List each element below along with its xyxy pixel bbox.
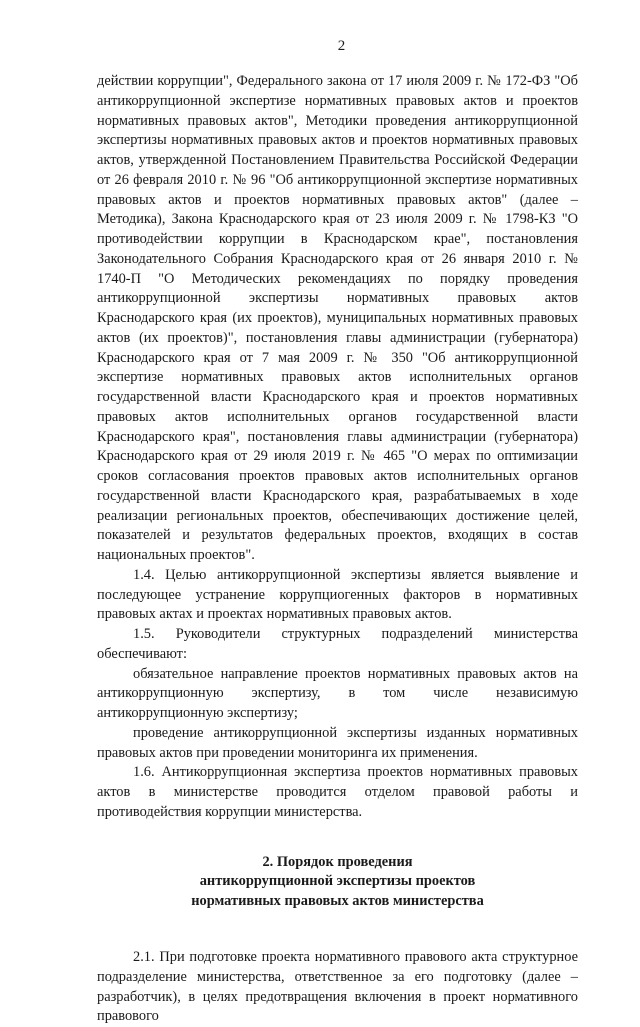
document-body [97, 72, 578, 1027]
section-heading-line-1: 2. Порядок проведения [262, 853, 413, 870]
paragraph-1-6: 1.6. Антикоррупционная экспертиза проектов нормативных правовых актов в министерстве проводится отделом правовой работы и противодействия коррупции министерства. [97, 764, 578, 820]
section-heading-line-2: антикоррупционной экспертизы проектов [199, 873, 476, 889]
section-heading-line-3: нормативных правовых актов министерства [191, 892, 484, 909]
paragraph-1-5-item-2: проведение антикоррупционной экспертизы изданных нормативных правовых актов при проведении мониторинга их применения. [97, 724, 578, 761]
paragraph-1-5: 1.5. Руководители структурных подразделений министерства обеспечивают: [97, 626, 578, 662]
paragraph-1-4: 1.4. Целью антикоррупционной экспертизы является выявление и последующее устранение коррупциогенных факторов в нормативных правовых актах и проектах нормативных правовых актов. [97, 566, 578, 623]
section-heading [97, 853, 578, 912]
paragraph-1-5-item-1: обязательное направление проектов нормативных правовых актов на антикоррупционную экспертизу, в том числе независимую антикоррупционную экспертизу; [97, 665, 578, 721]
page-number: 2 [337, 38, 346, 54]
paragraph-legal-basis: действии коррупции", Федерального закона от 17 июля 2009 г. № 172-ФЗ "Об антикоррупционной экспертизе нормативных правовых актов и проектов нормативных правовых актов", Методики проведения антикоррупционной экспертизы нормативных правовых актов и проектов нормативных правовых актов, утвержденной Постановлением Правительства Российской Федерации от 26 февраля 2010 г. № 96 "Об антикоррупционной экспертизе нормативных правовых актов и проектов нормативных правовых актов" (далее – Методика), Закона Краснодарского края от 23 июля 2009 г. № 1798-КЗ "О противодействии коррупции в Краснодарском крае", постановления Законодательного Собрания Краснодарского края от 26 января 2010 г. № 1740-П "О Методических рекомендациях по порядку проведения антикоррупционной экспертизы нормативных правовых актов Краснодарского края (их проектов), муниципальных нормативных правовых актов (их проектов)", постановления главы администрации (губернатора) Краснодарского края от 7 мая 2009 г. № 350 "Об антикоррупционной экспертизе нормативных правовых актов исполнительных органов государственной власти Краснодарского края и проектов нормативных правовых актов исполнительных органов государственной власти Краснодарского края", постановления главы администрации (губернатора) Краснодарского края от 29 июля 2019 г. № 465 "О мерах по оптимизации сроков согласования проектов правовых актов исполнительных органов государственной власти Краснодарского края, разрабатываемых в ходе реализации региональных проектов, обеспечивающих достижение целей, показателей и результатов федеральных проектов, входящих в состав национальных проектов". [97, 73, 578, 563]
paragraph-2-1: 2.1. При подготовке проекта нормативного правового акта структурное подразделение министерства, ответственное за его подготовку (далее – разработчик), в целях предотвращения включения в проект нормативного правового [97, 949, 578, 1025]
